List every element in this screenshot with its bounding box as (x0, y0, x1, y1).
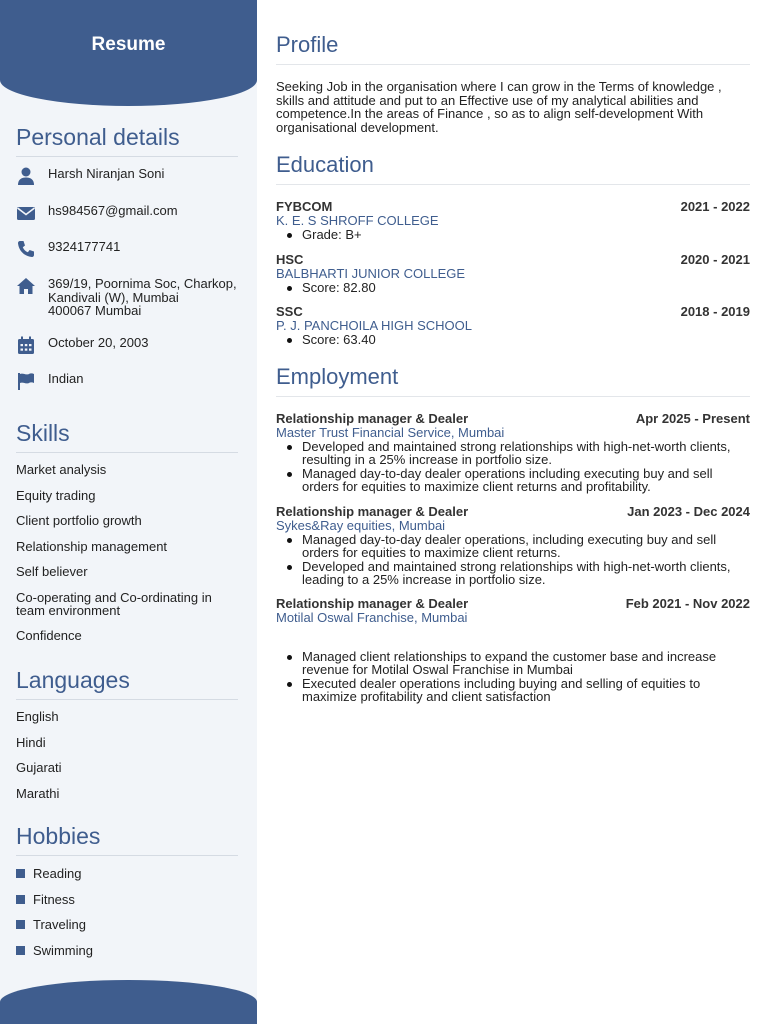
employment-entry (276, 505, 750, 587)
employment-entry (276, 597, 750, 704)
languages-list (16, 710, 241, 801)
hobby-item (16, 943, 93, 958)
sidebar-footer-fill (0, 1004, 257, 1024)
education-details (276, 228, 750, 242)
skills-list (16, 463, 241, 643)
personal-address (48, 276, 237, 318)
personal-email-row (16, 203, 246, 223)
personal-nationality: Indian (48, 371, 84, 386)
user-icon (16, 166, 36, 186)
personal-name: Harsh Niranjan Soni (48, 166, 165, 181)
square-bullet-icon (16, 920, 25, 929)
education-entry (276, 305, 750, 346)
language-item: English (16, 709, 59, 724)
skill-item-line-1: Co-operating and Co-ordinating in (16, 589, 212, 605)
job-role: Relationship manager & Dealer (276, 504, 469, 519)
address-line-3: 400067 Mumbai (48, 303, 142, 318)
education-detail: Grade: B+ (286, 228, 750, 242)
hobby-item (16, 892, 75, 907)
education-degree: SSC (276, 304, 303, 319)
phone-icon (16, 239, 36, 259)
skill-item: Market analysis (16, 462, 107, 477)
square-bullet-icon (16, 946, 25, 955)
job-company: Motilal Oswal Franchise, Mumbai (276, 610, 468, 625)
job-role: Relationship manager & Dealer (276, 596, 469, 611)
language-item: Marathi (16, 785, 60, 801)
education-details (276, 333, 750, 347)
hobby-label: Swimming (33, 943, 93, 958)
personal-name-row (16, 166, 246, 186)
calendar-icon (16, 335, 36, 355)
skill-item: Relationship management (16, 538, 168, 554)
skill-item: Equity trading (16, 487, 96, 503)
square-bullet-icon (16, 895, 25, 904)
personal-phone: 9324177741 (48, 239, 121, 254)
education-degree: HSC (276, 252, 304, 267)
job-company: Sykes&Ray equities, Mumbai (276, 518, 446, 533)
education-heading: Education (276, 152, 750, 185)
skill-item (16, 591, 241, 618)
job-dates: Apr 2025 - Present (635, 411, 750, 426)
home-icon (16, 276, 36, 296)
personal-address-row (16, 276, 246, 318)
education-detail: Score: 63.40 (286, 333, 750, 347)
education-years: 2018 - 2019 (680, 304, 750, 319)
skill-item: Confidence (16, 628, 82, 643)
education-school: K. E. S SHROFF COLLEGE (276, 213, 439, 228)
skill-item: Self believer (16, 564, 88, 579)
job-bullet: Developed and maintained strong relationships with high-net-worth clients, leading to a 25% increase in portfolio size. (286, 560, 750, 587)
sidebar (0, 0, 257, 1024)
hobby-label: Traveling (33, 917, 86, 932)
education-school: P. J. PANCHOILA HIGH SCHOOL (276, 318, 473, 333)
resume-title: Resume (91, 34, 166, 55)
language-item: Gujarati (16, 760, 62, 775)
hobby-label: Fitness (33, 892, 75, 907)
personal-phone-row (16, 239, 246, 259)
profile-heading: Profile (276, 32, 750, 65)
job-bullet: Managed day-to-day dealer operations including executing buy and sell orders for equities to maximize client returns and profitability. (286, 467, 750, 494)
job-company: Master Trust Financial Service, Mumbai (276, 425, 505, 440)
skill-item-line-2: team environment (16, 603, 121, 618)
job-bullet: Managed day-to-day dealer operations, including executing buy and sell orders for equities to maximize client returns. (286, 533, 750, 560)
job-bullets (276, 650, 750, 704)
education-entry (276, 200, 750, 241)
job-bullets (276, 440, 750, 494)
education-years: 2020 - 2021 (680, 252, 750, 267)
flag-icon (16, 371, 36, 391)
address-line-1: 369/19, Poornima Soc, Charkop, (48, 276, 237, 291)
education-detail: Score: 82.80 (286, 281, 750, 295)
language-item: Hindi (16, 734, 46, 750)
employment-heading: Employment (276, 364, 750, 397)
job-dates: Jan 2023 - Dec 2024 (627, 504, 750, 519)
education-school: BALBHARTI JUNIOR COLLEGE (276, 266, 466, 281)
personal-dob: October 20, 2003 (48, 335, 149, 350)
languages-heading: Languages (16, 667, 238, 700)
square-bullet-icon (16, 869, 25, 878)
personal-details-heading: Personal details (16, 124, 238, 157)
personal-nationality-row (16, 371, 246, 391)
education-years: 2021 - 2022 (680, 199, 750, 214)
job-bullet: Managed client relationships to expand the customer base and increase revenue for Motilal Oswal Franchise in Mumbai (286, 650, 750, 677)
employment-entry (276, 412, 750, 494)
personal-dob-row (16, 335, 246, 355)
education-details (276, 281, 750, 295)
job-bullet: Executed dealer operations including buying and selling of equities to maximize profitability and client satisfaction (286, 677, 750, 704)
hobby-item (16, 917, 86, 932)
job-bullets (276, 533, 750, 587)
personal-email[interactable]: hs984567@gmail.com (48, 203, 178, 218)
job-dates: Feb 2021 - Nov 2022 (625, 596, 750, 611)
skill-item: Client portfolio growth (16, 513, 142, 528)
skills-heading: Skills (16, 420, 238, 453)
profile-text: Seeking Job in the organisation where I can grow in the Terms of knowledge , skills and attitude and put to an Effective use of my analytical abilities and competence.In the areas of Finance , so as to align self-development With organisational development. (276, 79, 722, 135)
envelope-icon (16, 203, 36, 223)
job-bullet: Developed and maintained strong relationships with high-net-worth clients, resulting in a 25% increase in portfolio size. (286, 440, 750, 467)
education-entry (276, 253, 750, 294)
address-line-2: Kandivali (W), Mumbai (48, 289, 179, 305)
hobbies-heading: Hobbies (16, 823, 238, 856)
hobby-label: Reading (33, 866, 82, 881)
job-role: Relationship manager & Dealer (276, 411, 469, 426)
hobby-item (16, 866, 81, 881)
education-degree: FYBCOM (276, 199, 333, 214)
